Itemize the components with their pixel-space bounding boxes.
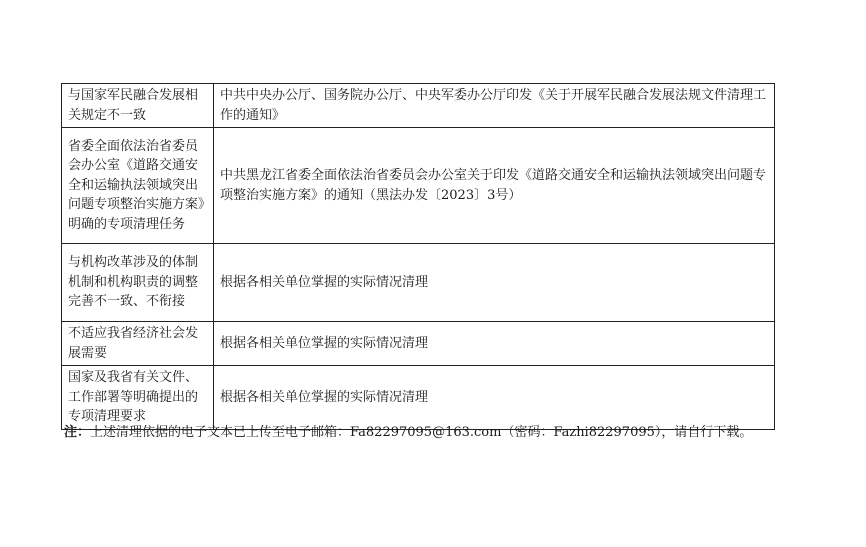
table-row (62, 128, 775, 244)
table-row (62, 244, 775, 322)
cleanup-basis-cell: 根据各相关单位掌握的实际情况清理 (214, 322, 775, 366)
table-row (62, 84, 775, 128)
cleanup-basis-cell: 根据各相关单位掌握的实际情况清理 (214, 366, 775, 430)
footnote-label: 注： (64, 425, 91, 440)
cleanup-category-cell: 与国家军民融合发展相关规定不一致 (62, 84, 214, 128)
cleanup-basis-cell: 中共黑龙江省委全面依法治省委员会办公室关于印发《道路交通安全和运输执法领域突出问题专项整治实施方案》的通知（黑法办发〔2023〕3号） (214, 128, 775, 244)
cleanup-category-cell: 与机构改革涉及的体制机制和机构职责的调整完善不一致、不衔接 (62, 244, 214, 322)
table-row (62, 322, 775, 366)
footnote-text: 上述清理依据的电子文本已上传至电子邮箱：Fa82297095@163.com（密码：Fazhi82297095），请自行下载。 (90, 425, 753, 440)
cleanup-basis-cell: 根据各相关单位掌握的实际情况清理 (214, 244, 775, 322)
cleanup-category-cell: 不适应我省经济社会发展需要 (62, 322, 214, 366)
footnote (64, 423, 854, 443)
cleanup-category-cell: 国家及我省有关文件、工作部署等明确提出的专项清理要求 (62, 366, 214, 430)
cleanup-basis-table (61, 83, 775, 430)
cleanup-basis-cell: 中共中央办公厅、国务院办公厅、中央军委办公厅印发《关于开展军民融合发展法规文件清理工作的通知》 (214, 84, 775, 128)
cleanup-category-cell: 省委全面依法治省委员会办公室《道路交通安全和运输执法领域突出问题专项整治实施方案》明确的专项清理任务 (62, 128, 214, 244)
table-row (62, 366, 775, 430)
